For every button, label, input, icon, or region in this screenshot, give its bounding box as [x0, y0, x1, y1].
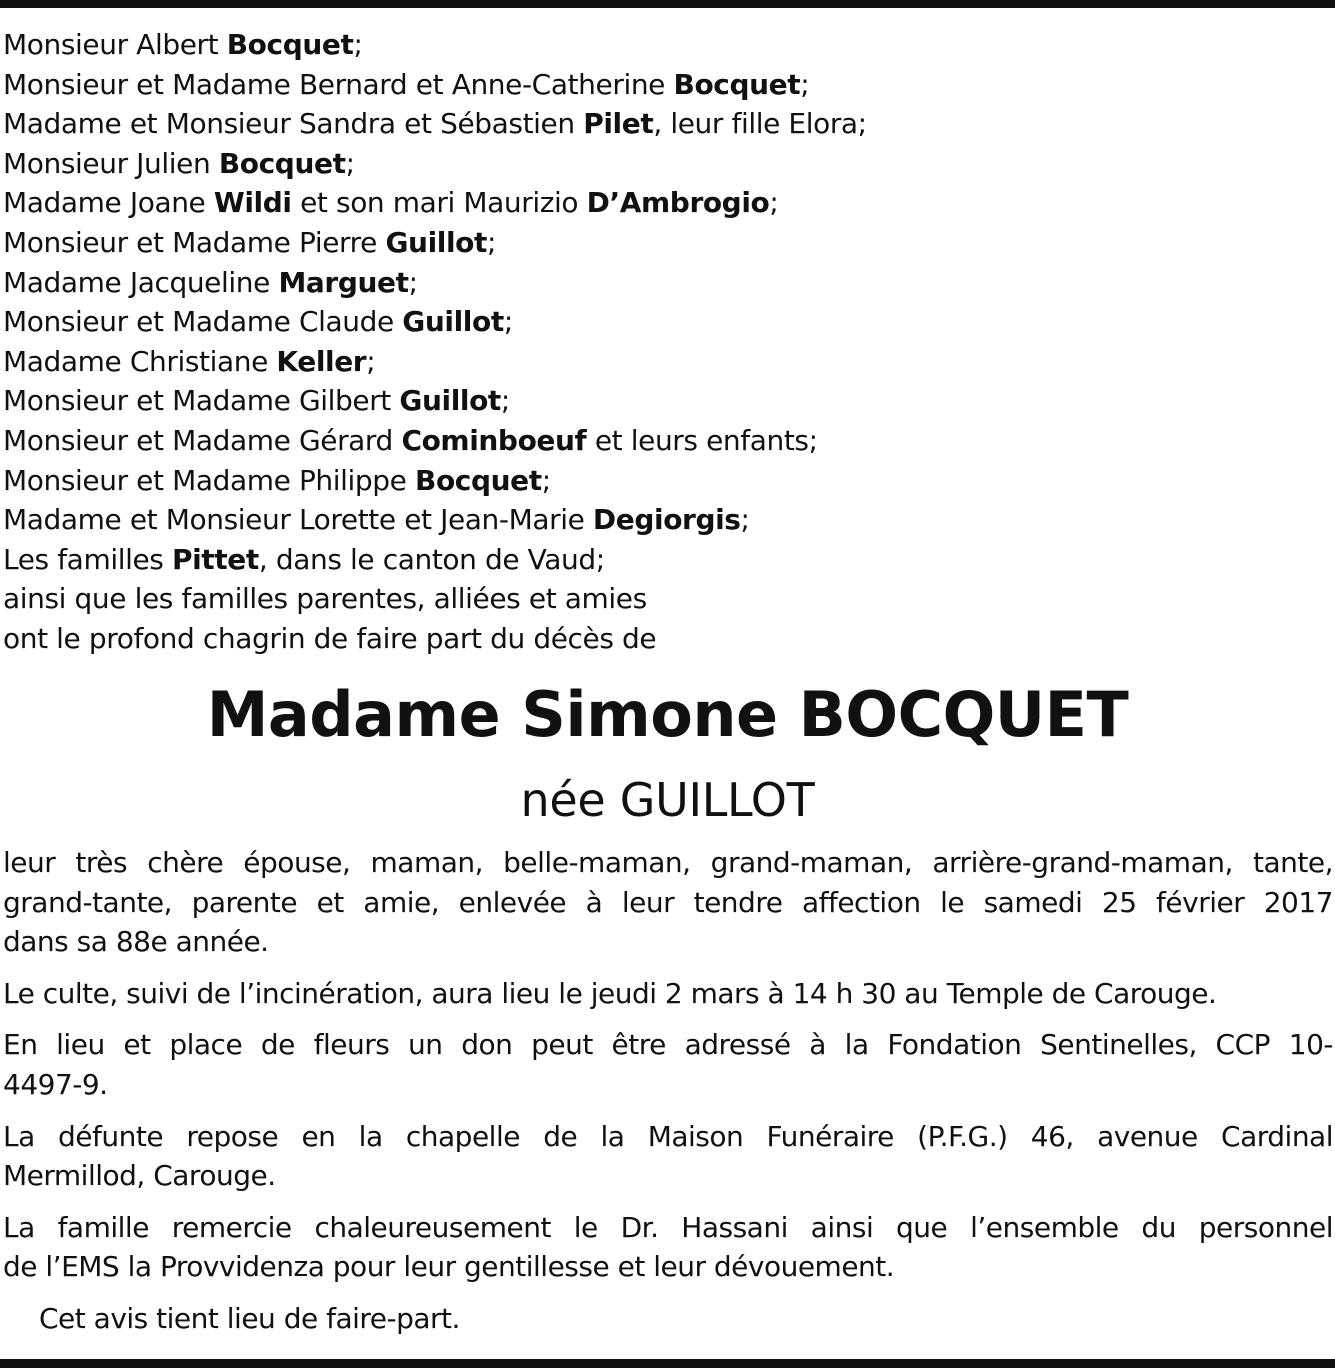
mourner-line: Les familles Pittet, dans le canton de Vaud;	[3, 542, 605, 576]
paragraph-donation	[3, 1025, 1333, 1104]
paragraph-thanks	[3, 1208, 1333, 1287]
mourner-line: Monsieur et Madame Philippe Bocquet;	[3, 463, 551, 497]
mourner-line: Madame et Monsieur Lorette et Jean-Marie Degiorgis;	[3, 503, 750, 537]
text-line: dans sa 88e année.	[3, 925, 269, 959]
mourner-line: ainsi que les familles parentes, alliées et amies	[3, 582, 647, 616]
top-rule	[0, 0, 1335, 8]
mourner-line: Monsieur et Madame Gilbert Guillot;	[3, 384, 510, 418]
closing-note: Cet avis tient lieu de faire-part.	[39, 1301, 460, 1335]
text-line: de l’EMS la Provvidenza pour leur gentillesse et leur dévouement.	[3, 1250, 895, 1284]
text-line: grand-tante, parente et amie, enlevée à leur tendre affection le samedi 25 février 2017	[3, 885, 1333, 919]
paragraph-service	[3, 974, 1333, 1014]
deceased-name: Madame Simone BOCQUET	[206, 678, 1129, 751]
text-line: Le culte, suivi de l’incinération, aura lieu le jeudi 2 mars à 14 h 30 au Temple de Carouge.	[3, 976, 1217, 1010]
text-line: La défunte repose en la chapelle de la Maison Funéraire (P.F.G.) 46, avenue Cardinal	[3, 1119, 1333, 1153]
maiden-name: née GUILLOT	[520, 773, 815, 827]
mourner-line: Madame Christiane Keller;	[3, 344, 376, 378]
paragraph-repose	[3, 1117, 1333, 1196]
mourner-line: Madame Joane Wildi et son mari Maurizio D’Ambrogio;	[3, 186, 779, 220]
mourner-line: Monsieur et Madame Gérard Cominboeuf et leurs enfants;	[3, 423, 818, 457]
mourner-line: Monsieur Albert Bocquet;	[3, 28, 363, 61]
text-line: 4497-9.	[3, 1067, 108, 1101]
mourner-line: Madame Jacqueline Marguet;	[3, 265, 418, 299]
text-line: En lieu et place de fleurs un don peut être adressé à la Fondation Sentinelles, CCP 10-	[3, 1028, 1333, 1062]
mourners-list	[3, 25, 1333, 659]
bottom-rule	[0, 1359, 1335, 1368]
mourner-line: Monsieur et Madame Claude Guillot;	[3, 305, 513, 339]
mourner-line: Monsieur et Madame Pierre Guillot;	[3, 225, 497, 259]
mourner-line: Monsieur Julien Bocquet;	[3, 146, 355, 180]
mourner-line: Monsieur et Madame Bernard et Anne-Catherine Bocquet;	[3, 67, 810, 101]
mourner-line: Madame et Monsieur Sandra et Sébastien Pilet, leur fille Elora;	[3, 107, 867, 141]
mourner-line: ont le profond chagrin de faire part du décès de	[3, 621, 657, 655]
text-line: Mermillod, Carouge.	[3, 1159, 276, 1193]
announcement-body	[3, 843, 1333, 1339]
text-line: leur très chère épouse, maman, belle-maman, grand-maman, arrière-grand-maman, tante,	[3, 846, 1333, 879]
text-line: La famille remercie chaleureusement le Dr. Hassani ainsi que l’ensemble du personnel	[3, 1210, 1333, 1244]
paragraph-tribute	[3, 843, 1333, 962]
